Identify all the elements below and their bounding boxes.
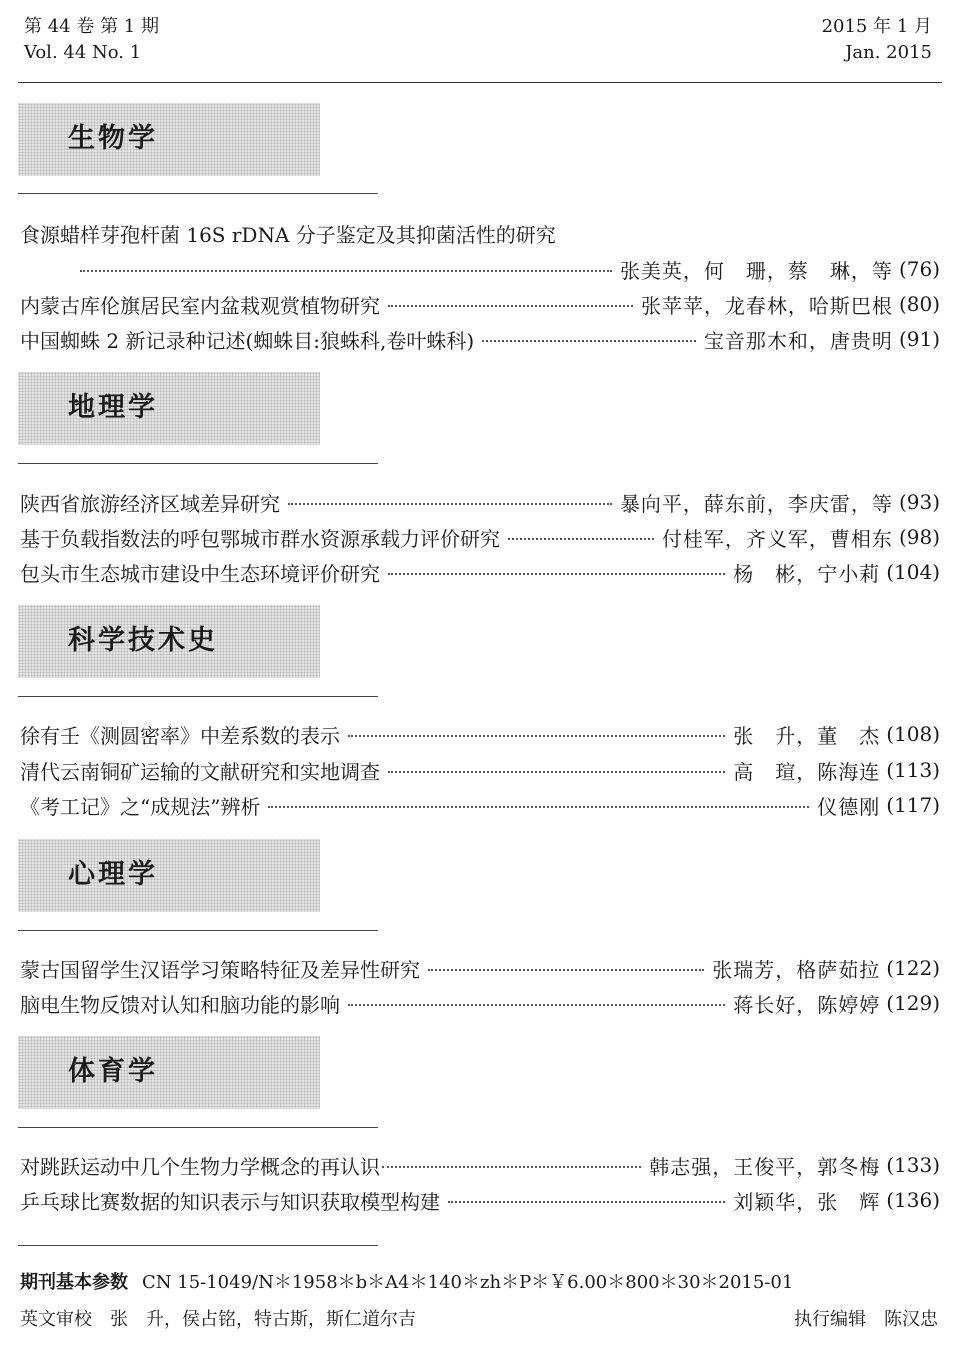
toc-entry[interactable]	[20, 486, 940, 518]
journal-parameters	[20, 1268, 793, 1294]
toc-entry[interactable]	[20, 1149, 940, 1181]
header-divider	[18, 82, 942, 83]
article-authors: 蒋长好，陈婷婷	[733, 992, 881, 1017]
article-title: 蒙古国留学生汉语学习策略特征及差异性研究	[20, 957, 420, 982]
executive-editor: 执行编辑 陈汉忠	[794, 1309, 938, 1330]
toc-entry[interactable]	[20, 323, 940, 355]
editorial-credits	[20, 1305, 938, 1331]
article-title: 《考工记》之“成规法”辨析	[20, 794, 261, 819]
section-heading-box	[18, 1036, 320, 1109]
dot-leader	[388, 305, 633, 307]
article-authors: 暴向平，薛东前，李庆雷，等	[619, 491, 893, 516]
journal-volume-header	[24, 14, 159, 66]
date-cn: 2015 年 1 月	[821, 16, 932, 37]
article-page: (91)	[898, 327, 940, 351]
article-authors: 张 升，董 杰	[733, 723, 881, 748]
article-authors: 仪德刚	[817, 794, 881, 819]
article-page: (133)	[886, 1153, 940, 1177]
article-page: (80)	[898, 292, 940, 316]
toc-entry[interactable]	[20, 521, 940, 553]
article-page: (108)	[886, 722, 940, 746]
toc-entry[interactable]	[20, 754, 940, 786]
volume-issue-en: Vol. 44 No. 1	[24, 42, 142, 63]
toc-entry[interactable]	[20, 789, 940, 821]
section-heading-box	[18, 372, 320, 445]
article-authors: 张苹苹，龙春林，哈斯巴根	[640, 293, 893, 318]
article-title: 对跳跃运动中几个生物力学概念的再认识	[20, 1154, 380, 1179]
article-authors: 韩志强，王俊平，郭冬梅	[649, 1154, 881, 1179]
section-title: 科学技术史	[68, 625, 218, 656]
section-divider	[18, 1127, 378, 1128]
section-title: 心理学	[68, 859, 158, 890]
article-authors: 刘颖华，张 辉	[733, 1189, 881, 1214]
dot-leader	[288, 503, 612, 505]
article-authors: 高 瑄，陈海连	[733, 759, 881, 784]
volume-issue-cn: 第 44 卷 第 1 期	[24, 16, 159, 37]
article-page: (93)	[898, 490, 940, 514]
article-title: 基于负载指数法的呼包鄂城市群水资源承载力评价研究	[20, 526, 500, 551]
dot-leader	[482, 340, 696, 342]
section-divider	[18, 193, 378, 194]
section-title: 生物学	[68, 123, 158, 154]
article-title: 徐有壬《测圆密率》中差系数的表示	[20, 723, 340, 748]
dot-leader	[268, 806, 809, 808]
toc-entry[interactable]	[20, 556, 940, 588]
toc-entry[interactable]	[20, 952, 940, 984]
toc-entry[interactable]	[20, 217, 940, 249]
section-heading-box	[18, 103, 320, 176]
english-proofreaders: 英文审校 张 升，侯占铭，特古斯，斯仁道尔吉	[20, 1309, 416, 1330]
article-title: 脑电生物反馈对认知和脑功能的影响	[20, 992, 340, 1017]
article-page: (104)	[886, 560, 940, 584]
article-title: 陕西省旅游经济区域差异研究	[20, 491, 280, 516]
toc-entry[interactable]	[20, 987, 940, 1019]
article-page: (122)	[886, 956, 940, 980]
article-page: (113)	[886, 758, 940, 782]
dot-leader	[388, 573, 725, 575]
dot-leader	[382, 1166, 641, 1168]
dot-leader	[388, 771, 725, 773]
article-title: 包头市生态城市建设中生态环境评价研究	[20, 561, 380, 586]
toc-entry[interactable]	[20, 288, 940, 320]
article-authors: 宝音那木和，唐贵明	[703, 328, 893, 353]
article-authors: 杨 彬，宁小莉	[733, 561, 881, 586]
dot-leader	[80, 270, 612, 272]
dot-leader	[448, 1201, 725, 1203]
section-title: 地理学	[68, 392, 158, 423]
article-page: (117)	[886, 793, 940, 817]
dot-leader	[348, 1004, 725, 1006]
article-title: 内蒙古库伦旗居民室内盆栽观赏植物研究	[20, 293, 380, 318]
article-title: 食源蜡样芽孢杆菌 16S rDNA 分子鉴定及其抑菌活性的研究	[20, 222, 556, 247]
toc-entry[interactable]	[20, 1184, 940, 1216]
section-title: 体育学	[68, 1056, 158, 1087]
footer-divider	[18, 1245, 378, 1246]
section-heading-box	[18, 605, 320, 678]
journal-date-header	[822, 14, 932, 66]
section-divider	[18, 463, 378, 464]
article-page: (136)	[886, 1188, 940, 1212]
article-title: 中国蜘蛛 2 新记录种记述(蜘蛛目:狼蛛科,卷叶蛛科)	[20, 328, 475, 353]
article-authors: 付桂军，齐义军，曹相东	[661, 526, 893, 551]
section-divider	[18, 696, 378, 697]
toc-entry-continuation[interactable]	[80, 253, 940, 285]
toc-entry[interactable]	[20, 718, 940, 750]
article-authors: 张美英，何 珊，蔡 琳，等	[619, 258, 893, 283]
dot-leader	[508, 538, 654, 540]
section-heading-box	[18, 839, 320, 912]
article-title: 乒乓球比赛数据的知识表示与知识获取模型构建	[20, 1189, 440, 1214]
dot-leader	[428, 969, 704, 971]
params-value: CN 15-1049/N＊1958＊b＊A4＊140＊zh＊P＊￥6.00＊800＊30＊2015-01	[142, 1272, 794, 1293]
section-divider	[18, 930, 378, 931]
article-page: (98)	[898, 525, 940, 549]
article-title: 清代云南铜矿运输的文献研究和实地调查	[20, 759, 380, 784]
dot-leader	[348, 735, 725, 737]
article-page: (76)	[898, 257, 940, 281]
article-page: (129)	[886, 991, 940, 1015]
article-authors: 张瑞芳，格萨茹拉	[712, 957, 881, 982]
params-label: 期刊基本参数	[20, 1272, 128, 1293]
date-en: Jan. 2015	[845, 42, 932, 63]
